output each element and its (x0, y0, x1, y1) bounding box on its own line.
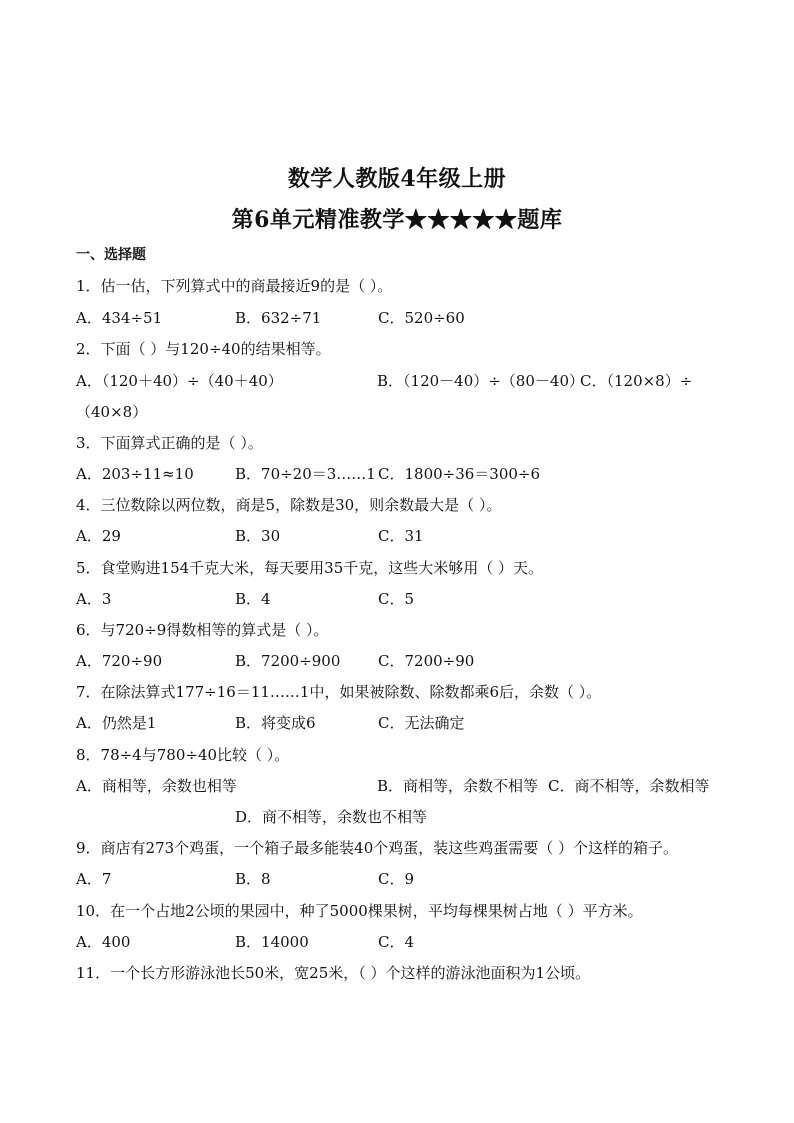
q8-option-a[interactable]: A．商相等，余数也相等 (76, 777, 237, 795)
q8-option-c[interactable]: C．商不相等，余数相等 (548, 777, 710, 795)
q6-option-b[interactable]: B．7200÷900 (235, 652, 341, 670)
question-1: 1．估一估，下列算式中的商最接近9的是（ ）。 (76, 277, 393, 295)
question-6: 6．与720÷9得数相等的算式是（ ）。 (76, 621, 329, 639)
q6-option-c[interactable]: C．7200÷90 (378, 652, 475, 670)
q5-option-a[interactable]: A．3 (76, 590, 112, 608)
q9-option-c[interactable]: C．9 (378, 870, 415, 888)
q4-option-b[interactable]: B．30 (235, 527, 281, 545)
q2-option-c[interactable]: C．（120×8）÷ (580, 372, 693, 390)
q2-option-c-continued: （40×8） (76, 403, 148, 421)
q8-option-b[interactable]: B．商相等，余数不相等 (377, 777, 539, 795)
q2-option-a[interactable]: A．（120＋40）÷（40＋40） (76, 372, 283, 390)
q6-option-a[interactable]: A．720÷90 (76, 652, 163, 670)
section-heading: 一、选择题 (76, 247, 146, 263)
q5-option-b[interactable]: B．4 (235, 590, 271, 608)
question-3: 3．下面算式正确的是（ ）。 (76, 434, 263, 452)
q7-option-b[interactable]: B．将变成6 (235, 714, 316, 732)
q3-option-c[interactable]: C．1800÷36＝300÷6 (378, 465, 541, 483)
question-5: 5．食堂购进154千克大米，每天要用35千克，这些大米够用（ ）天。 (76, 559, 544, 577)
question-9: 9．商店有273个鸡蛋，一个箱子最多能装40个鸡蛋，装这些鸡蛋需要（ ）个这样的箱子。 (76, 839, 679, 857)
q8-option-d[interactable]: D．商不相等，余数也不相等 (235, 808, 428, 826)
q3-option-b[interactable]: B．70÷20＝3……1 (235, 465, 376, 483)
q4-option-a[interactable]: A．29 (76, 527, 121, 545)
q7-option-a[interactable]: A．仍然是1 (76, 714, 157, 732)
question-2: 2．下面（ ）与120÷40的结果相等。 (76, 340, 331, 358)
q1-option-b[interactable]: B．632÷71 (235, 309, 322, 327)
q2-option-b[interactable]: B．（120－40）÷（80－40） (377, 372, 584, 390)
question-4: 4．三位数除以两位数，商是5，除数是30，则余数最大是（ ）。 (76, 496, 502, 514)
q10-option-a[interactable]: A．400 (76, 933, 131, 951)
question-10: 10．在一个占地2公顷的果园中，种了5000棵果树，平均每棵果树占地（ ）平方米。 (76, 902, 643, 920)
page-subtitle: 第6单元精准教学★★★★★题库 (231, 207, 563, 233)
question-8: 8．78÷4与780÷40比较（ ）。 (76, 746, 290, 764)
q10-option-b[interactable]: B．14000 (235, 933, 309, 951)
question-7: 7．在除法算式177÷16＝11……1中，如果被除数、除数都乘6后，余数（ ）。 (76, 683, 602, 701)
page-title: 数学人教版4年级上册 (287, 166, 507, 192)
q9-option-b[interactable]: B．8 (235, 870, 271, 888)
q1-option-c[interactable]: C．520÷60 (378, 309, 465, 327)
q9-option-a[interactable]: A．7 (76, 870, 112, 888)
q7-option-c[interactable]: C．无法确定 (378, 714, 465, 732)
question-11: 11．一个长方形游泳池长50米，宽25米，（ ）个这样的游泳池面积为1公顷。 (76, 964, 591, 982)
q3-option-a[interactable]: A．203÷11≈10 (76, 465, 194, 483)
q1-option-a[interactable]: A．434÷51 (76, 309, 163, 327)
q10-option-c[interactable]: C．4 (378, 933, 415, 951)
q4-option-c[interactable]: C．31 (378, 527, 424, 545)
q5-option-c[interactable]: C．5 (378, 590, 415, 608)
